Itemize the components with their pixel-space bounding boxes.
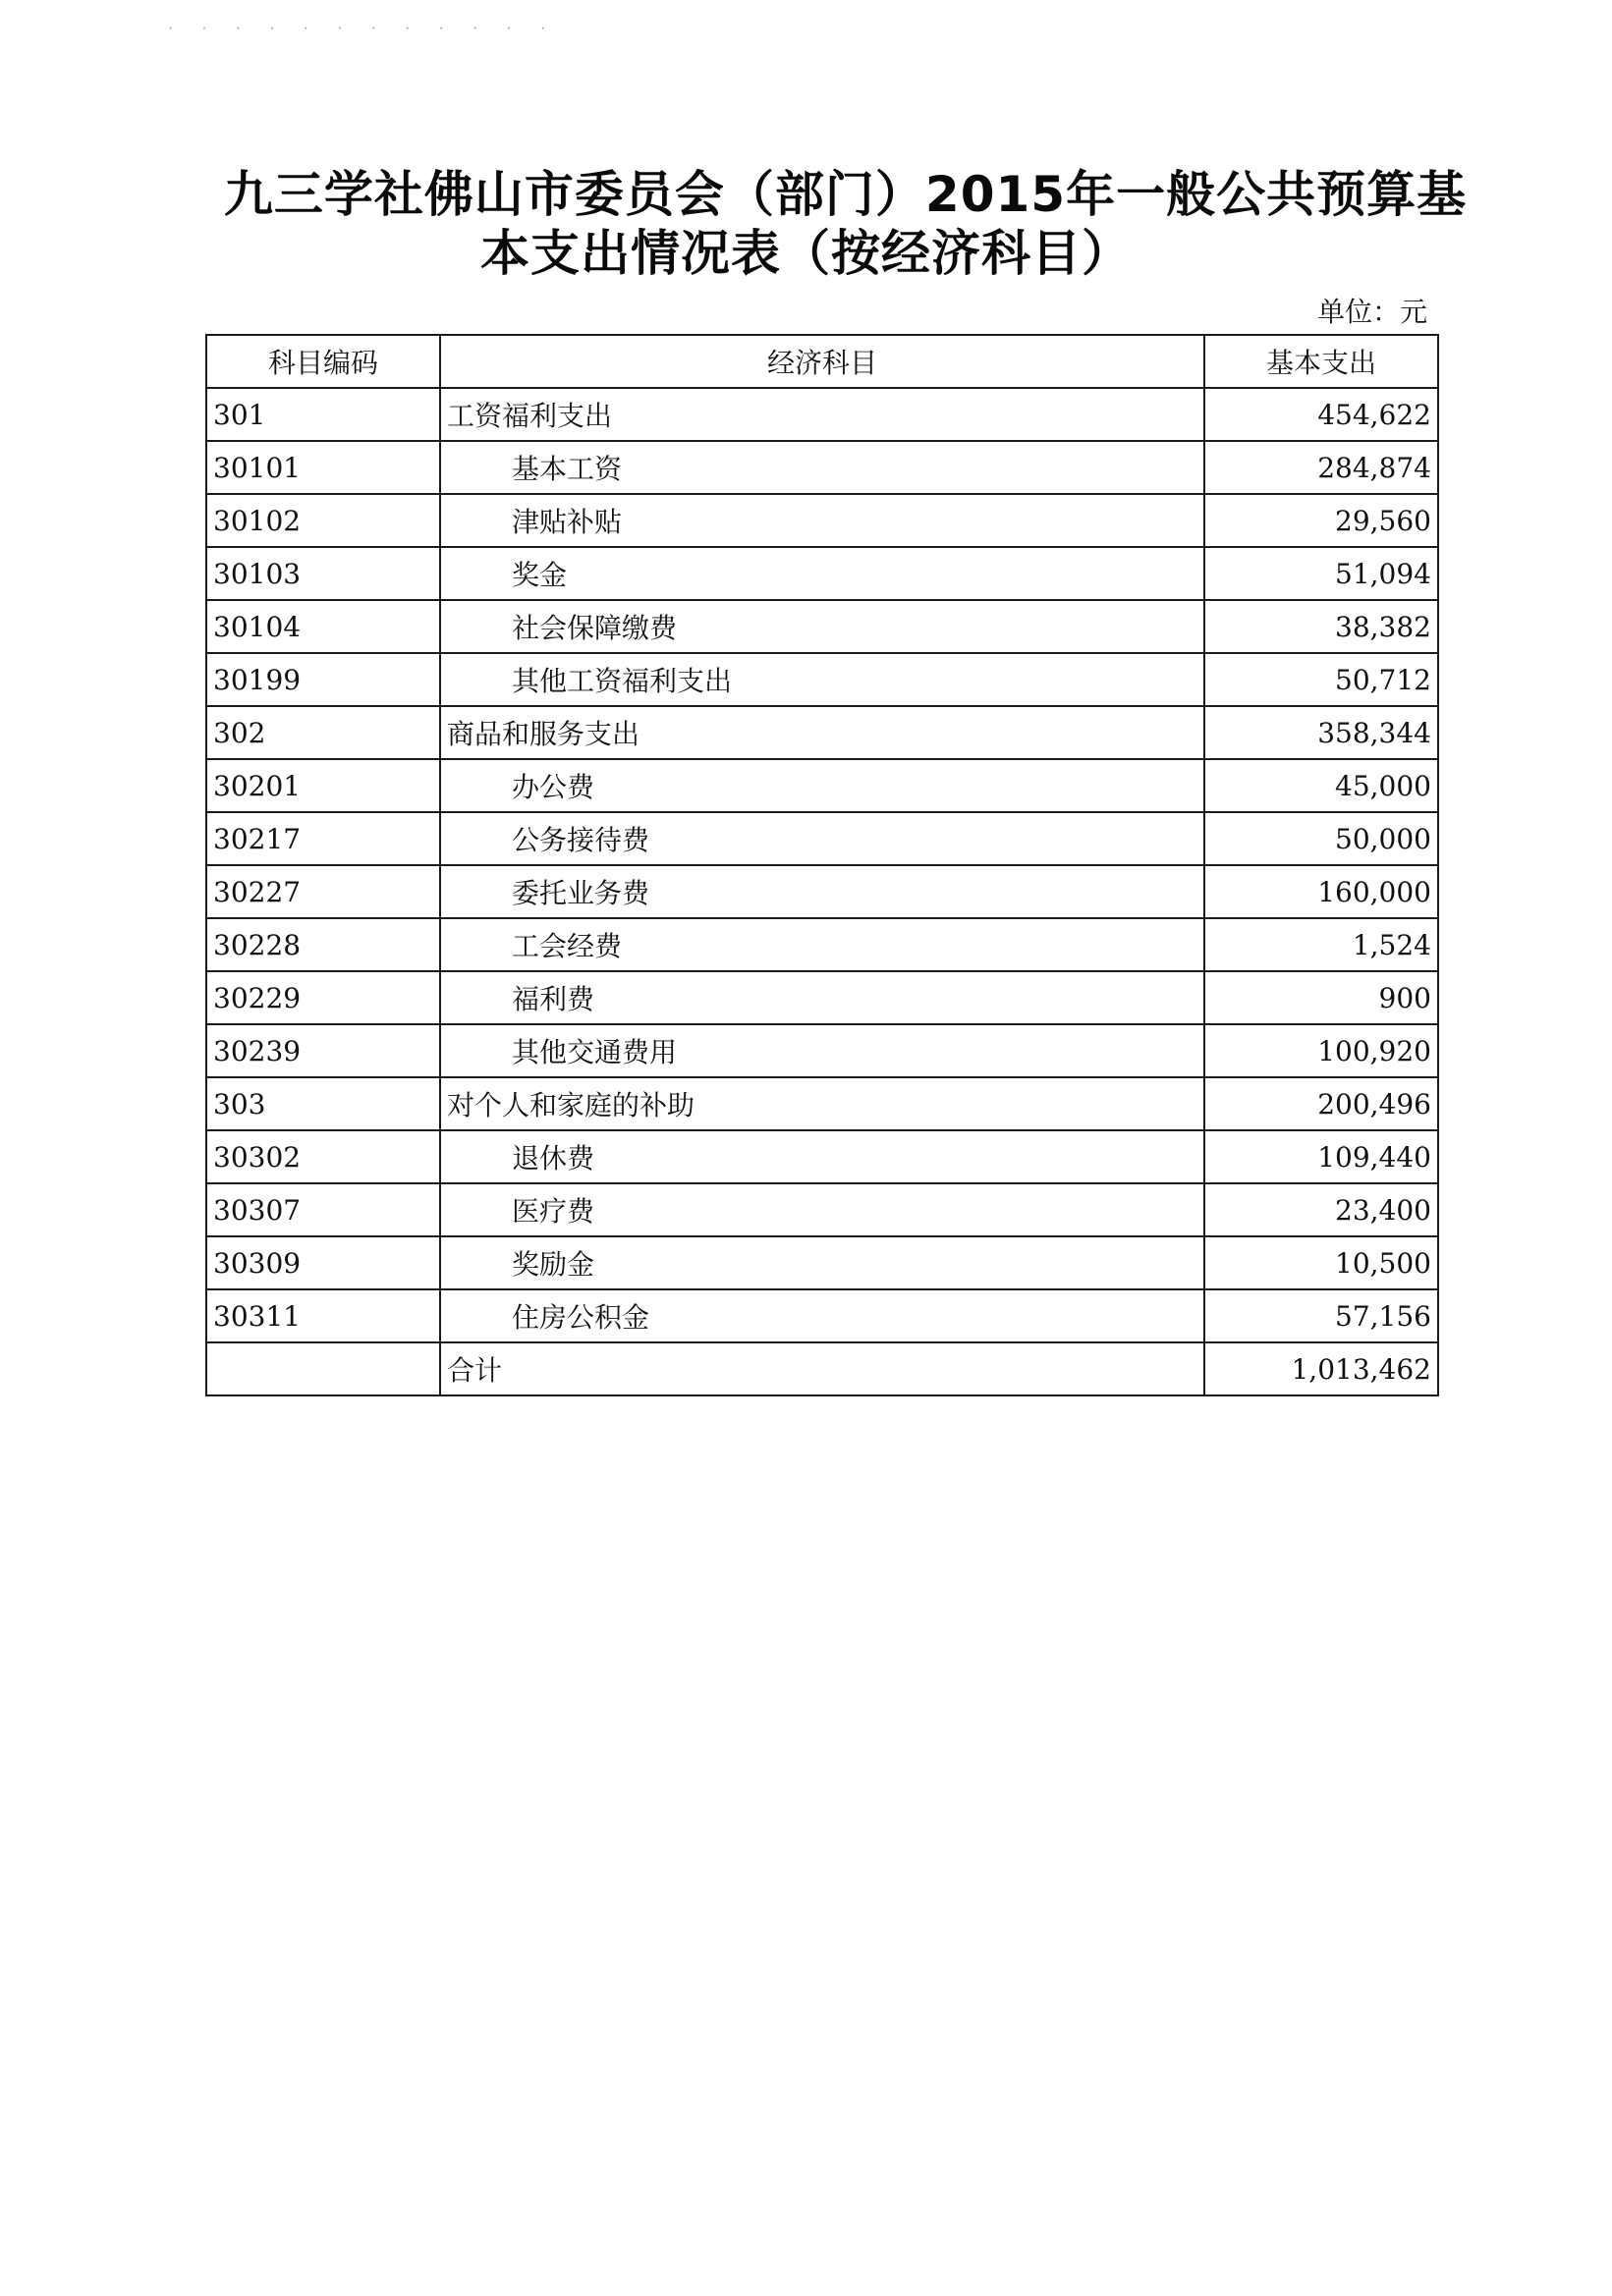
table-row bbox=[206, 388, 1438, 441]
unit-label: 单位：元 bbox=[1316, 296, 1427, 328]
table-row bbox=[206, 706, 1438, 759]
cell-code: 30302 bbox=[206, 1130, 440, 1183]
cell-amount: 454,622 bbox=[1204, 388, 1438, 441]
cell-amount: 100,920 bbox=[1204, 1024, 1438, 1077]
cell-code: 30307 bbox=[206, 1183, 440, 1236]
scan-artifact-dots: · · · · · · · · · · · · bbox=[167, 22, 557, 35]
cell-name: 奖励金 bbox=[440, 1236, 1204, 1289]
cell-amount: 900 bbox=[1204, 971, 1438, 1024]
table-row bbox=[206, 653, 1438, 706]
cell-amount: 50,712 bbox=[1204, 653, 1438, 706]
cell-name: 合计 bbox=[440, 1342, 1204, 1395]
cell-name: 办公费 bbox=[440, 759, 1204, 812]
table-row bbox=[206, 1236, 1438, 1289]
cell-code: 30199 bbox=[206, 653, 440, 706]
cell-code: 30102 bbox=[206, 494, 440, 547]
cell-amount: 160,000 bbox=[1204, 865, 1438, 918]
cell-amount: 109,440 bbox=[1204, 1130, 1438, 1183]
cell-code: 30239 bbox=[206, 1024, 440, 1077]
cell-name: 工会经费 bbox=[440, 918, 1204, 971]
cell-amount: 50,000 bbox=[1204, 812, 1438, 865]
table-row bbox=[206, 547, 1438, 600]
table-row bbox=[206, 441, 1438, 494]
cell-amount: 57,156 bbox=[1204, 1289, 1438, 1342]
table-header-row bbox=[206, 335, 1438, 388]
cell-name: 退休费 bbox=[440, 1130, 1204, 1183]
cell-amount: 358,344 bbox=[1204, 706, 1438, 759]
cell-code: 30309 bbox=[206, 1236, 440, 1289]
cell-code: 30227 bbox=[206, 865, 440, 918]
cell-code bbox=[206, 1342, 440, 1395]
cell-name: 福利费 bbox=[440, 971, 1204, 1024]
budget-table bbox=[205, 334, 1439, 1396]
cell-amount: 1,013,462 bbox=[1204, 1342, 1438, 1395]
cell-amount: 23,400 bbox=[1204, 1183, 1438, 1236]
cell-amount: 200,496 bbox=[1204, 1077, 1438, 1130]
header-amount: 基本支出 bbox=[1204, 335, 1438, 388]
cell-code: 30217 bbox=[206, 812, 440, 865]
cell-name: 医疗费 bbox=[440, 1183, 1204, 1236]
table-row bbox=[206, 600, 1438, 653]
cell-code: 30311 bbox=[206, 1289, 440, 1342]
table-row bbox=[206, 1024, 1438, 1077]
table-body bbox=[206, 388, 1438, 1395]
cell-code: 30201 bbox=[206, 759, 440, 812]
cell-name: 对个人和家庭的补助 bbox=[440, 1077, 1204, 1130]
table-row bbox=[206, 1342, 1438, 1395]
cell-name: 住房公积金 bbox=[440, 1289, 1204, 1342]
cell-name: 公务接待费 bbox=[440, 812, 1204, 865]
cell-amount: 29,560 bbox=[1204, 494, 1438, 547]
cell-amount: 1,524 bbox=[1204, 918, 1438, 971]
table-row bbox=[206, 1130, 1438, 1183]
table-row bbox=[206, 1183, 1438, 1236]
table-row bbox=[206, 1077, 1438, 1130]
cell-code: 30103 bbox=[206, 547, 440, 600]
cell-code: 302 bbox=[206, 706, 440, 759]
cell-code: 30228 bbox=[206, 918, 440, 971]
header-name: 经济科目 bbox=[440, 335, 1204, 388]
cell-amount: 45,000 bbox=[1204, 759, 1438, 812]
cell-amount: 51,094 bbox=[1204, 547, 1438, 600]
table-row bbox=[206, 812, 1438, 865]
header-code: 科目编码 bbox=[206, 335, 440, 388]
cell-name: 津贴补贴 bbox=[440, 494, 1204, 547]
cell-amount: 10,500 bbox=[1204, 1236, 1438, 1289]
table-row bbox=[206, 494, 1438, 547]
cell-code: 30104 bbox=[206, 600, 440, 653]
cell-code: 301 bbox=[206, 388, 440, 441]
document-title-line-2: 本支出情况表（按经济科目） bbox=[480, 225, 1132, 282]
cell-name: 工资福利支出 bbox=[440, 388, 1204, 441]
cell-name: 其他交通费用 bbox=[440, 1024, 1204, 1077]
cell-code: 30229 bbox=[206, 971, 440, 1024]
cell-amount: 284,874 bbox=[1204, 441, 1438, 494]
cell-amount: 38,382 bbox=[1204, 600, 1438, 653]
table-row bbox=[206, 1289, 1438, 1342]
cell-code: 30101 bbox=[206, 441, 440, 494]
cell-name: 其他工资福利支出 bbox=[440, 653, 1204, 706]
table-row bbox=[206, 971, 1438, 1024]
cell-code: 303 bbox=[206, 1077, 440, 1130]
table-row bbox=[206, 759, 1438, 812]
document-title-line-1: 九三学社佛山市委员会（部门）2015年一般公共预算基 bbox=[223, 166, 1468, 223]
cell-name: 委托业务费 bbox=[440, 865, 1204, 918]
table-row bbox=[206, 918, 1438, 971]
table-row bbox=[206, 865, 1438, 918]
cell-name: 商品和服务支出 bbox=[440, 706, 1204, 759]
cell-name: 社会保障缴费 bbox=[440, 600, 1204, 653]
cell-name: 基本工资 bbox=[440, 441, 1204, 494]
cell-name: 奖金 bbox=[440, 547, 1204, 600]
